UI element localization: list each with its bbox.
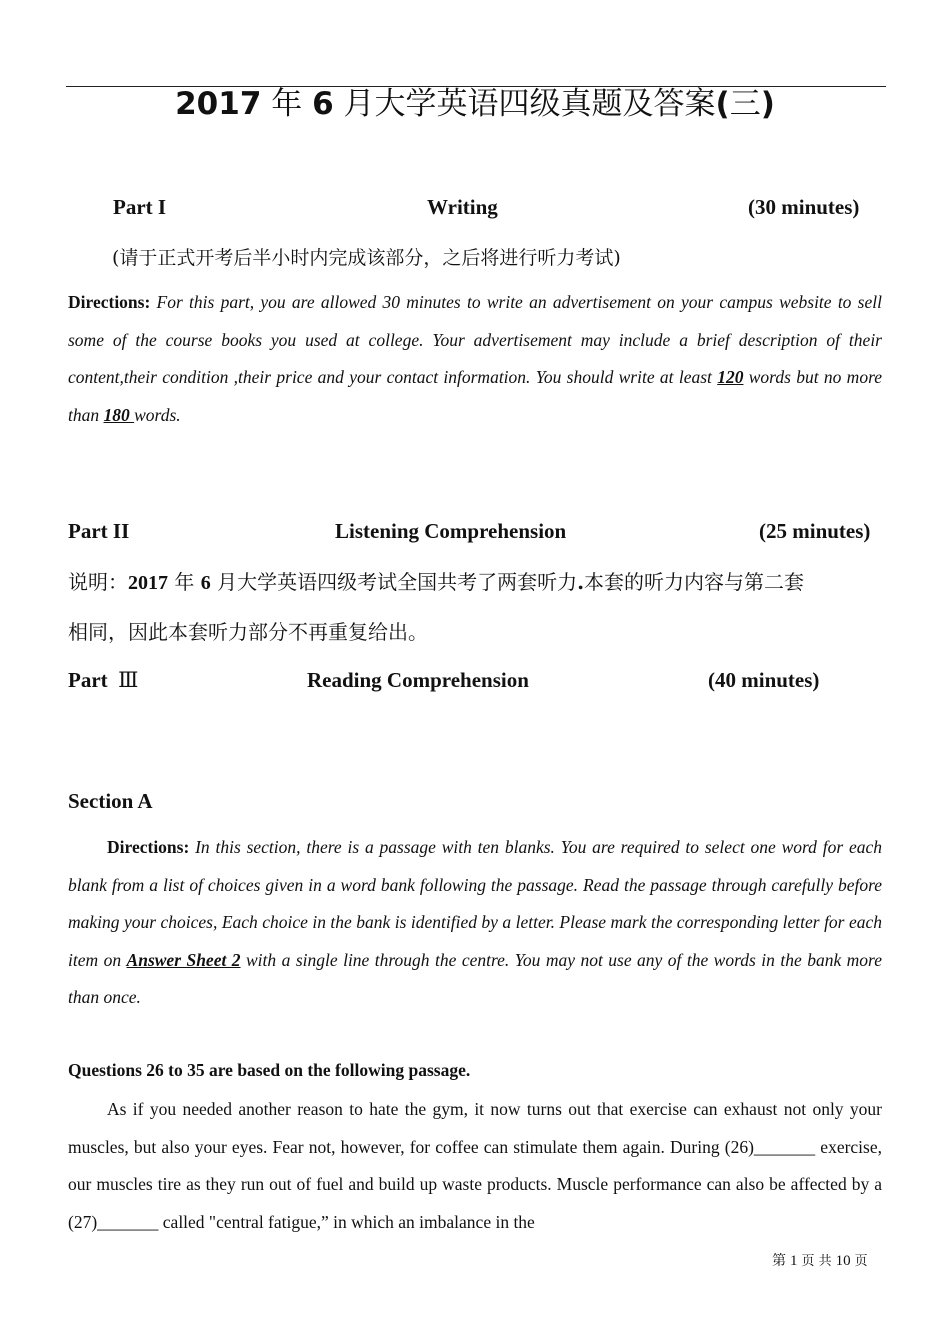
part2-time: (25 minutes) bbox=[759, 519, 871, 543]
questions-heading: Questions 26 to 35 are based on the following passage. bbox=[68, 1060, 471, 1080]
answer-sheet-ref: Answer Sheet 2 bbox=[126, 949, 241, 970]
part2-note-line2: 相同，因此本套听力部分不再重复给出。 bbox=[68, 620, 428, 644]
min-words: 120 bbox=[717, 367, 744, 387]
max-words: 180 bbox=[103, 404, 135, 425]
part3-name: Reading Comprehension bbox=[307, 668, 529, 692]
part1-directions: Directions: For this part, you are allowed 30 minutes to write an advertisement on your campus website to sell some of the course books you used at college. Your advertisement may include a brief description of their content,their condition ,their price and your contact information. You should write at least 120 words but no more than 180 words. bbox=[68, 292, 882, 425]
passage-text: As if you needed another reason to hate the gym, it now turns out that exercise can exhaust not only your muscles, but also your eyes. Fear not, however, for coffee can stimulate them again. During (26)_______ exercise, our muscles tire as they run out of fuel and build up waste products. Muscle performance can also be affected by a (27)_______ called "central fatigue,” in which an imbalance in the bbox=[68, 1099, 882, 1232]
section-a-directions: Directions: In this section, there is a passage with ten blanks. You are required to select one word for each blank from a list of choices given in a word bank following the passage. Read the passage through carefully before making your choices, Each choice in the bank is identified by a letter. Please mark the corresponding letter for each item on Answer Sheet 2 with a single line through the centre. You may not use any of the words in the bank more than once. bbox=[68, 837, 882, 1007]
page-total: 10 bbox=[835, 1253, 851, 1269]
part2-label: Part II bbox=[68, 519, 130, 543]
part2-name: Listening Comprehension bbox=[335, 519, 567, 543]
part2-note-line1: 说明：2017 年 6 月大学英语四级考试全国共考了两套听力.本套的听力内容与第二套 bbox=[68, 570, 805, 594]
section-a-heading: Section A bbox=[68, 789, 153, 813]
part3-time: (40 minutes) bbox=[708, 668, 820, 692]
part1-time: (30 minutes) bbox=[748, 195, 860, 219]
part1-note: (请于正式开考后半小时内完成该部分，之后将进行听力考试) bbox=[112, 247, 621, 269]
part1-label: Part I bbox=[113, 195, 167, 219]
page-footer: 第 1 页 共 10 页 bbox=[772, 1253, 868, 1269]
part1-name: Writing bbox=[427, 195, 498, 219]
page-number: 1 bbox=[790, 1253, 798, 1269]
part3-label: Part Ⅲ bbox=[68, 668, 139, 692]
page-title: 2017 年 6 月大学英语四级真题及答案(三) bbox=[175, 86, 775, 122]
